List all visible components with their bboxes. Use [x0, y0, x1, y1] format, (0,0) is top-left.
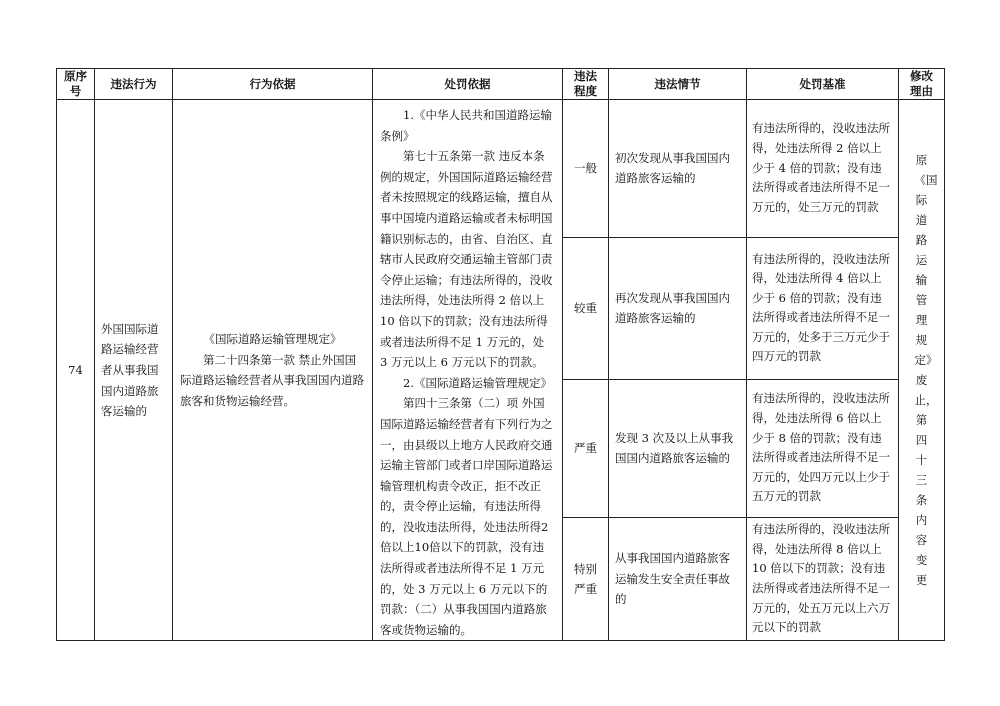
standard-cell: 有违法所得的，没收违法所得，处违法所得 4 倍以上少于 6 倍的罚款；没有违法所得或者违法所得不足一万元的，处多于三万元少于四万元的罚款 — [747, 237, 899, 379]
standard-cell: 有违法所得的，没收违法所得，处违法所得 8 倍以上 10 倍以下的罚款；没有违法所得或者违法所得不足一万元的，处五万元以上六万元以下的罚款 — [747, 517, 899, 641]
basis-text: 第二十四条第一款 禁止外国国际道路运输经营者从事我国国内道路旅客和货物运输经营。 — [180, 352, 364, 408]
penalty-basis-cell — [373, 100, 563, 641]
header-seq: 原序号 — [57, 69, 95, 100]
header-degree: 违法程度 — [563, 69, 609, 100]
degree-cell: 严重 — [563, 379, 609, 517]
circumstance-cell: 发现 3 次及以上从事我国国内道路旅客运输的 — [609, 379, 747, 517]
standard-cell: 有违法所得的，没收违法所得，处违法所得 2 倍以上少于 4 倍的罚款；没有违法所得或者违法所得不足一万元的，处三万元的罚款 — [747, 100, 899, 238]
header-reason: 修改理由 — [899, 69, 945, 100]
circumstance-cell: 从事我国国内道路旅客运输发生安全责任事故的 — [609, 517, 747, 641]
table-row — [57, 100, 945, 238]
basis-cell — [173, 100, 373, 641]
degree-cell: 较重 — [563, 237, 609, 379]
penalty-2-title: 2.《国际道路运输管理规定》 — [403, 375, 552, 390]
header-row — [57, 69, 945, 100]
header-circumstance: 违法情节 — [609, 69, 747, 100]
penalty-table — [56, 68, 945, 641]
penalty-1-title: 1.《中华人民共和国道路运输条例》 — [380, 108, 552, 143]
circumstance-cell: 初次发现从事我国国内道路旅客运输的 — [609, 100, 747, 238]
behavior-cell: 外国国际道路运输经营者从事我国国内道路旅客运输的 — [95, 100, 173, 641]
basis-title: 《国际道路运输管理规定》 — [203, 332, 342, 347]
header-behavior: 违法行为 — [95, 69, 173, 100]
degree-cell: 一般 — [563, 100, 609, 238]
header-basis: 行为依据 — [173, 69, 373, 100]
degree-cell — [563, 517, 609, 641]
penalty-1-text: 第七十五条第一款 违反本条例的规定，外国国际道路运输经营者未按照规定的线路运输，擅自从事中国境内道路运输或者未标明国籍识别标志的，由省、自治区、直辖市人民政府交通运输主管部门责令停止运输；有违法所得的，没收违法所得，处违法所得 2 倍以上 10 倍以下的罚款；没有违法所得或者违法所得不足 1 万元的，处 3 万元以上 6 万元以下的罚款。 — [380, 149, 553, 370]
degree-text: 特别严重 — [574, 562, 597, 597]
header-standard: 处罚基准 — [747, 69, 899, 100]
penalty-2-text: 第四十三条第（二）项 外国国际道路运输经营者有下列行为之一，由县级以上地方人民政府交通运输主管部门或者口岸国际道路运输管理机构责令改正，拒不改正的，责令停止运输，有违法所得的，没收违法所得，处违法所得2倍以上10倍以下的罚款，没有违法所得或者违法所得不足 1 万元的，处 3 万元以上 6 万元以下的罚款：（二）从事我国国内道路旅客或货物运输的。 — [380, 396, 553, 637]
reason-text: 原《国际道路运输管理规定》废止，第四十三条内容变更 — [914, 153, 938, 588]
standard-cell: 有违法所得的，没收违法所得，处违法所得 6 倍以上少于 8 倍的罚款；没有违法所得或者违法所得不足一万元的，处四万元以上少于五万元的罚款 — [747, 379, 899, 517]
circumstance-cell: 再次发现从事我国国内道路旅客运输的 — [609, 237, 747, 379]
header-penalty-basis: 处罚依据 — [373, 69, 563, 100]
reason-cell — [899, 100, 945, 641]
seq-cell: 74 — [57, 100, 95, 641]
